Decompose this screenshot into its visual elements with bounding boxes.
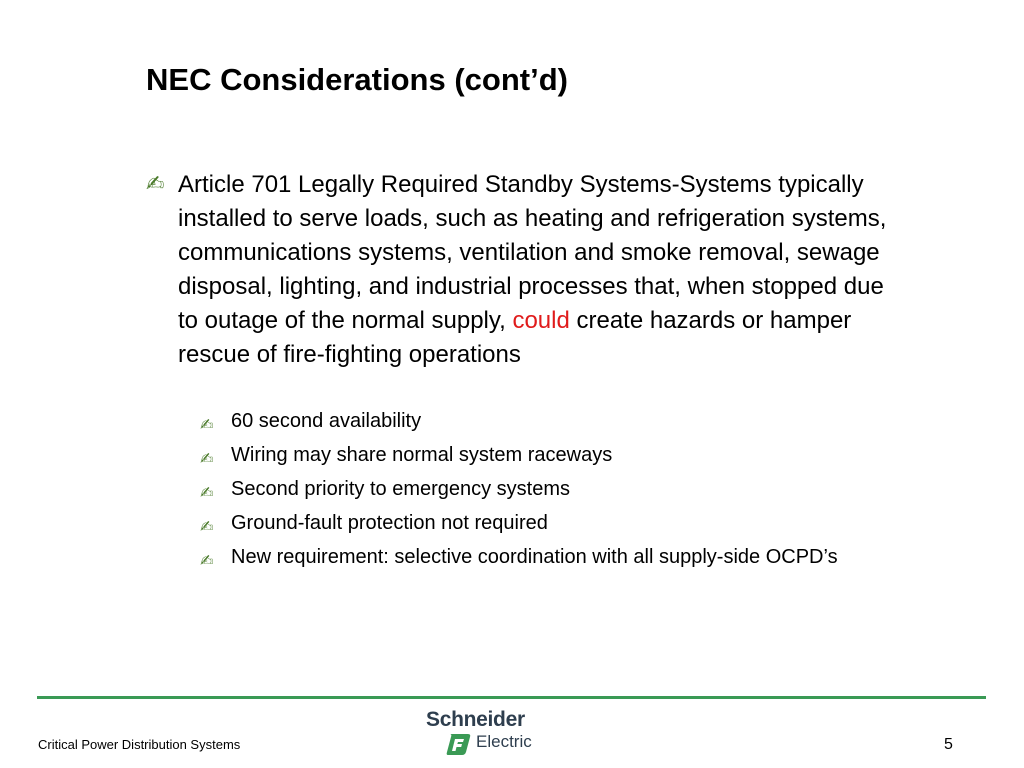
sub-bullet-text: 60 second availability	[231, 410, 422, 432]
schneider-electric-logo	[424, 708, 544, 758]
logo-word-schneider: Schneider	[426, 708, 525, 731]
hand-writing-icon: ✍	[200, 415, 214, 434]
footer-divider	[37, 696, 986, 699]
main-bullet-highlight: could	[512, 307, 570, 334]
hand-writing-icon: ✍	[146, 172, 165, 197]
slide-title: NEC Considerations (cont’d)	[146, 62, 568, 97]
main-bullet-text-after: create hazards or hamper rescue of fire-fighting operations	[178, 307, 852, 368]
hand-writing-icon: ✍	[200, 551, 214, 570]
main-bullet	[146, 168, 906, 372]
sub-bullet-text: Second priority to emergency systems	[231, 478, 571, 500]
hand-writing-icon: ✍	[200, 517, 214, 536]
sub-bullet-item	[200, 407, 900, 436]
logo-word-electric: Electric	[476, 732, 532, 751]
sub-bullet-text: New requirement: selective coordination with all supply-side OCPD’s	[231, 546, 838, 568]
main-bullet-text	[178, 168, 906, 372]
sub-bullet-item	[200, 543, 900, 572]
sub-bullet-item	[200, 475, 900, 504]
footer-text: Critical Power Distribution Systems	[38, 737, 241, 752]
hand-writing-icon: ✍	[200, 483, 214, 502]
page-number: 5	[944, 736, 953, 753]
sub-bullet-list	[200, 407, 900, 577]
sub-bullet-item	[200, 509, 900, 538]
sub-bullet-item	[200, 441, 900, 470]
logo-mark-icon	[446, 732, 472, 756]
sub-bullet-text: Wiring may share normal system raceways	[231, 444, 613, 466]
main-bullet-text-before: Article 701 Legally Required Standby Systems-Systems typically installed to serve loads, such as heating and refrigeration systems, communications systems, ventilation and smoke removal, sewage disposal, lighting, and industrial processes that, when stopped due to outage of the normal supply,	[178, 171, 887, 334]
sub-bullet-text: Ground-fault protection not required	[231, 512, 548, 534]
hand-writing-icon: ✍	[200, 449, 214, 468]
